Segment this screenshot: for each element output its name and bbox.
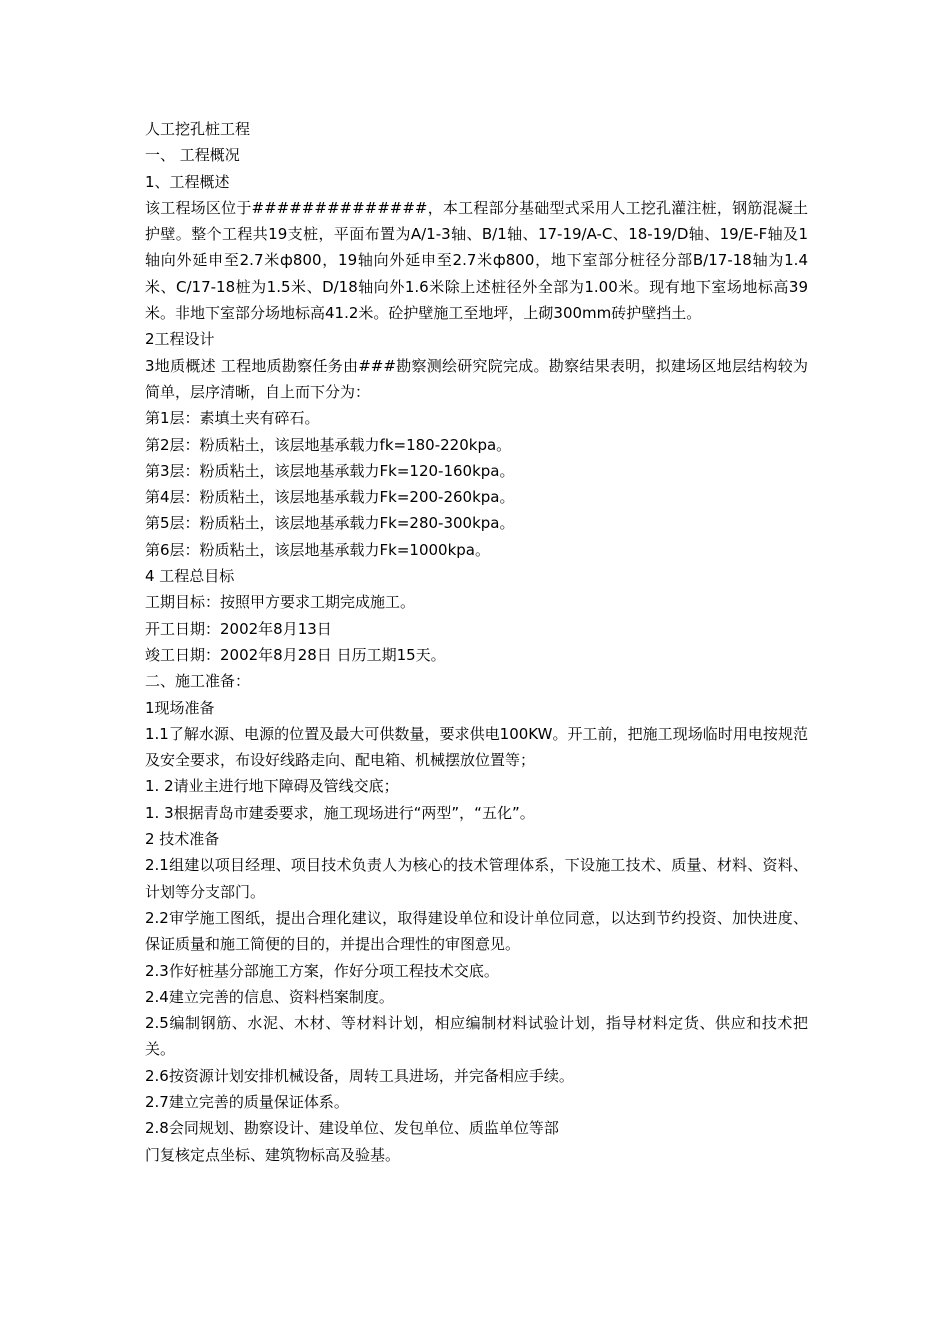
subsection-heading: 1、工程概述 <box>145 172 230 191</box>
paragraph: 开工日期：2002年8月13日 <box>145 619 332 638</box>
document-page <box>145 116 808 1168</box>
paragraph: 2.2审学施工图纸，提出合理化建议，取得建设单位和设计单位同意，以达到节约投资、加快进度、保证质量和施工简便的目的，并提出合理性的审图意见。 <box>145 908 808 954</box>
subsection-heading: 2 技术准备 <box>145 830 220 849</box>
section-heading: 一、 工程概况 <box>145 146 240 165</box>
subsection-heading: 4 工程总目标 <box>145 567 235 586</box>
subsection-heading: 2工程设计 <box>145 330 215 349</box>
layer-item: 第3层：粉质粘土，该层地基承载力Fk=120-160kpa。 <box>145 461 515 480</box>
layer-item: 第1层：素填土夹有碎石。 <box>145 409 320 428</box>
paragraph: 2.1组建以项目经理、项目技术负责人为核心的技术管理体系，下设施工技术、质量、材料、资料、计划等分支部门。 <box>145 856 808 901</box>
paragraph: 该工程场区位于##############，本工程部分基础型式采用人工挖孔灌注桩，钢筋混凝土护壁。整个工程共19支桩，平面布置为A/1-3轴、B/1轴、17-19/A-C、18-19/D轴、19/E-F轴及1轴向外延申至2.7米ф800，19轴向外延申至2.7米ф800，地下室部分桩径分部B/17-18轴为1.4米、C/17-18桩为1.5米、D/18轴向外1.6米除上述桩径外全部为1.00米。现有地下室场地标高39米。非地下室部分场地标高41.2米。砼护壁施工至地坪，上砌300mm砖护壁挡土。 <box>145 198 808 323</box>
document-title: 人工挖孔桩工程 <box>145 120 251 138</box>
subsection-heading: 1现场准备 <box>145 698 215 717</box>
paragraph: 2.8会同规划、勘察设计、建设单位、发包单位、质监单位等部 <box>145 1119 559 1138</box>
paragraph: 竣工日期：2002年8月28日 日历工期15天。 <box>145 645 446 664</box>
paragraph: 2.7建立完善的质量保证体系。 <box>145 1092 349 1111</box>
paragraph: 3地质概述 工程地质勘察任务由###勘察测绘研究院完成。勘察结果表明，拟建场区地层结构较为简单，层序清晰，自上而下分为： <box>145 356 808 401</box>
layer-item: 第2层：粉质粘土，该层地基承载力fk=180-220kpa。 <box>145 435 512 454</box>
paragraph: 工期目标：按照甲方要求工期完成施工。 <box>145 593 416 612</box>
paragraph: 2.6按资源计划安排机械设备，周转工具进场，并完备相应手续。 <box>145 1066 574 1085</box>
layer-item: 第6层：粉质粘土，该层地基承载力Fk=1000kpa。 <box>145 540 491 559</box>
section-heading: 二、施工准备： <box>145 672 251 691</box>
paragraph: 2.5编制钢筋、水泥、木材、等材料计划，相应编制材料试验计划，指导材料定货、供应和技术把关。 <box>145 1014 808 1059</box>
paragraph: 门复核定点坐标、建筑物标高及验基。 <box>145 1145 401 1164</box>
paragraph: 1. 3根据青岛市建委要求，施工现场进行“两型”，“五化”。 <box>145 803 535 822</box>
paragraph: 2.3作好桩基分部施工方案，作好分项工程技术交底。 <box>145 961 499 980</box>
paragraph: 1.1了解水源、电源的位置及最大可供数量，要求供电100KW。开工前，把施工现场临时用电按规范及安全要求，布设好线路走向、配电箱、机械摆放位置等； <box>145 724 808 770</box>
paragraph: 2.4建立完善的信息、资料档案制度。 <box>145 987 394 1006</box>
layer-item: 第5层：粉质粘土，该层地基承载力Fk=280-300kpa。 <box>145 514 515 533</box>
paragraph: 1. 2请业主进行地下障碍及管线交底； <box>145 777 399 796</box>
layer-item: 第4层：粉质粘土，该层地基承载力Fk=200-260kpa。 <box>145 488 515 507</box>
